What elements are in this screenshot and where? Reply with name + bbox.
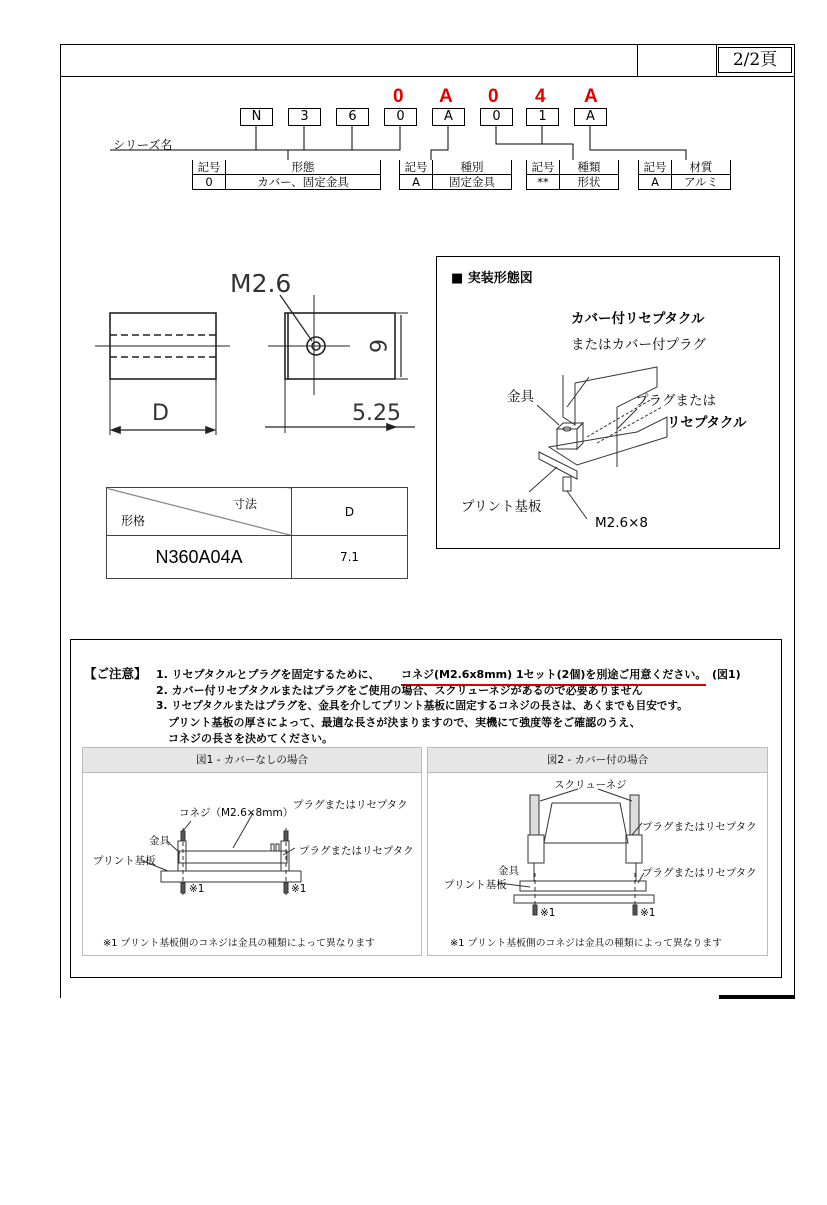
- dim-d-label: D: [152, 401, 169, 426]
- notes-line1c: (図1): [712, 668, 741, 681]
- footer-bar: [719, 995, 795, 999]
- code-box-4: 0: [384, 108, 417, 126]
- notes-line1b: コネジ(M2.6x8mm) 1セット(2個)を別途ご用意ください。: [401, 666, 706, 686]
- label-cover-receptacle: カバー付リセプタクル: [571, 311, 705, 327]
- dim-table-corner-top: 寸法: [232, 497, 257, 511]
- fig2-bracket-label: 金具: [498, 865, 519, 877]
- code-highlight-3: 0: [488, 86, 499, 107]
- fig2-plug-top-label: プラグまたはリセプタク: [642, 821, 757, 833]
- def-table-material: 記号 材質 A アルミ: [638, 160, 731, 190]
- fig2-panel: [427, 773, 768, 956]
- fig2-mark-right: ※1: [640, 907, 656, 919]
- mount-diagram-box: [436, 256, 780, 549]
- mount-diagram-title: ■ 実装形態図: [451, 271, 533, 286]
- code-box-2: 3: [288, 108, 321, 126]
- notes-line4: プリント基板の厚さによって、最適な長さが決まりますので、実機にて強度等をご確認のうえ、: [168, 716, 641, 729]
- bracket-drawing: [90, 255, 420, 445]
- code-box-1: N: [240, 108, 273, 126]
- notes-heading: 【ご注意】: [84, 666, 147, 681]
- fig1-panel: [82, 773, 422, 956]
- dim-screw-label: M2.6: [230, 269, 292, 298]
- page-number: 2/2頁: [718, 47, 792, 73]
- fig2-screw-label: スクリューネジ: [554, 779, 627, 791]
- code-highlight-5: A: [584, 86, 598, 107]
- label-bracket: 金具: [507, 389, 534, 405]
- fig2-pcb-label: プリント基板: [444, 879, 507, 891]
- fig1-screw-label: コネジ（M2.6×8mm）: [179, 807, 294, 819]
- fig1-title: 図1 - カバーなしの場合: [82, 747, 422, 773]
- fig2-plug-mid-label: プラグまたはリセプタク: [642, 867, 757, 879]
- notes-line5: コネジの長さを決めてください。: [168, 732, 333, 745]
- fig1-plug-mid-label: プラグまたはリセプタク: [299, 845, 414, 857]
- code-highlight-2: A: [439, 86, 453, 107]
- code-highlight-4: 4: [535, 86, 546, 107]
- fig2-footnote: ※1 プリント基板側のコネジは金具の種類によって異なります: [450, 938, 722, 949]
- dim-525-label: 5.25: [352, 401, 401, 426]
- label-or-cover-plug: またはカバー付プラグ: [571, 337, 706, 353]
- fig2-mark-left: ※1: [540, 907, 556, 919]
- label-receptacle: リセプタクル: [667, 415, 747, 431]
- fig1-mark-right: ※1: [291, 883, 307, 895]
- fig2-title: 図2 - カバー付の場合: [427, 747, 768, 773]
- code-highlight-1: 0: [393, 86, 404, 107]
- dim-table-row-value: 7.1: [292, 536, 408, 579]
- series-label: シリーズ名: [113, 138, 173, 152]
- dim-table-corner-bottom: 形格: [121, 514, 146, 528]
- def-table-kind: 記号 種類 ** 形状: [526, 160, 619, 190]
- notes-line1a: 1. リセプタクルとプラグを固定するために、: [156, 668, 380, 681]
- code-box-3: 6: [336, 108, 369, 126]
- notes-line3: 3. リセプタクルまたはプラグを、金具を介してプリント基板に固定するコネジの長さは、あくまでも目安です。: [156, 700, 688, 712]
- label-screw: M2.6×8: [595, 515, 649, 531]
- notes-line2: 2. カバー付リセプタクルまたはプラグをご使用の場合、スクリューネジがあるので必要ありません: [156, 684, 643, 697]
- code-box-5: A: [432, 108, 465, 126]
- code-box-6: 0: [480, 108, 513, 126]
- def-table-form: 記号 形態 0 カバー、固定金具: [192, 160, 381, 190]
- label-plug-or: プラグまたは: [635, 393, 716, 409]
- def-table-type: 記号 種別 A 固定金具: [399, 160, 512, 190]
- dim-6-label: 6: [364, 339, 389, 353]
- fig1-bracket-label: 金具: [149, 835, 170, 847]
- dim-table-col-header: D: [292, 488, 408, 536]
- fig1-mark-left: ※1: [189, 883, 205, 895]
- dimension-table: [106, 487, 408, 579]
- dim-table-row-label: N360A04A: [107, 536, 292, 579]
- label-pcb: プリント基板: [461, 499, 542, 515]
- fig1-pcb-label: プリント基板: [93, 855, 156, 867]
- code-box-7: 1: [526, 108, 559, 126]
- mount-diagram-illustration: [437, 257, 781, 550]
- fig1-footnote: ※1 プリント基板側のコネジは金具の種類によって異なります: [103, 938, 375, 949]
- code-box-8: A: [574, 108, 607, 126]
- fig1-plug-top-label: プラグまたはリセプタク: [293, 799, 408, 811]
